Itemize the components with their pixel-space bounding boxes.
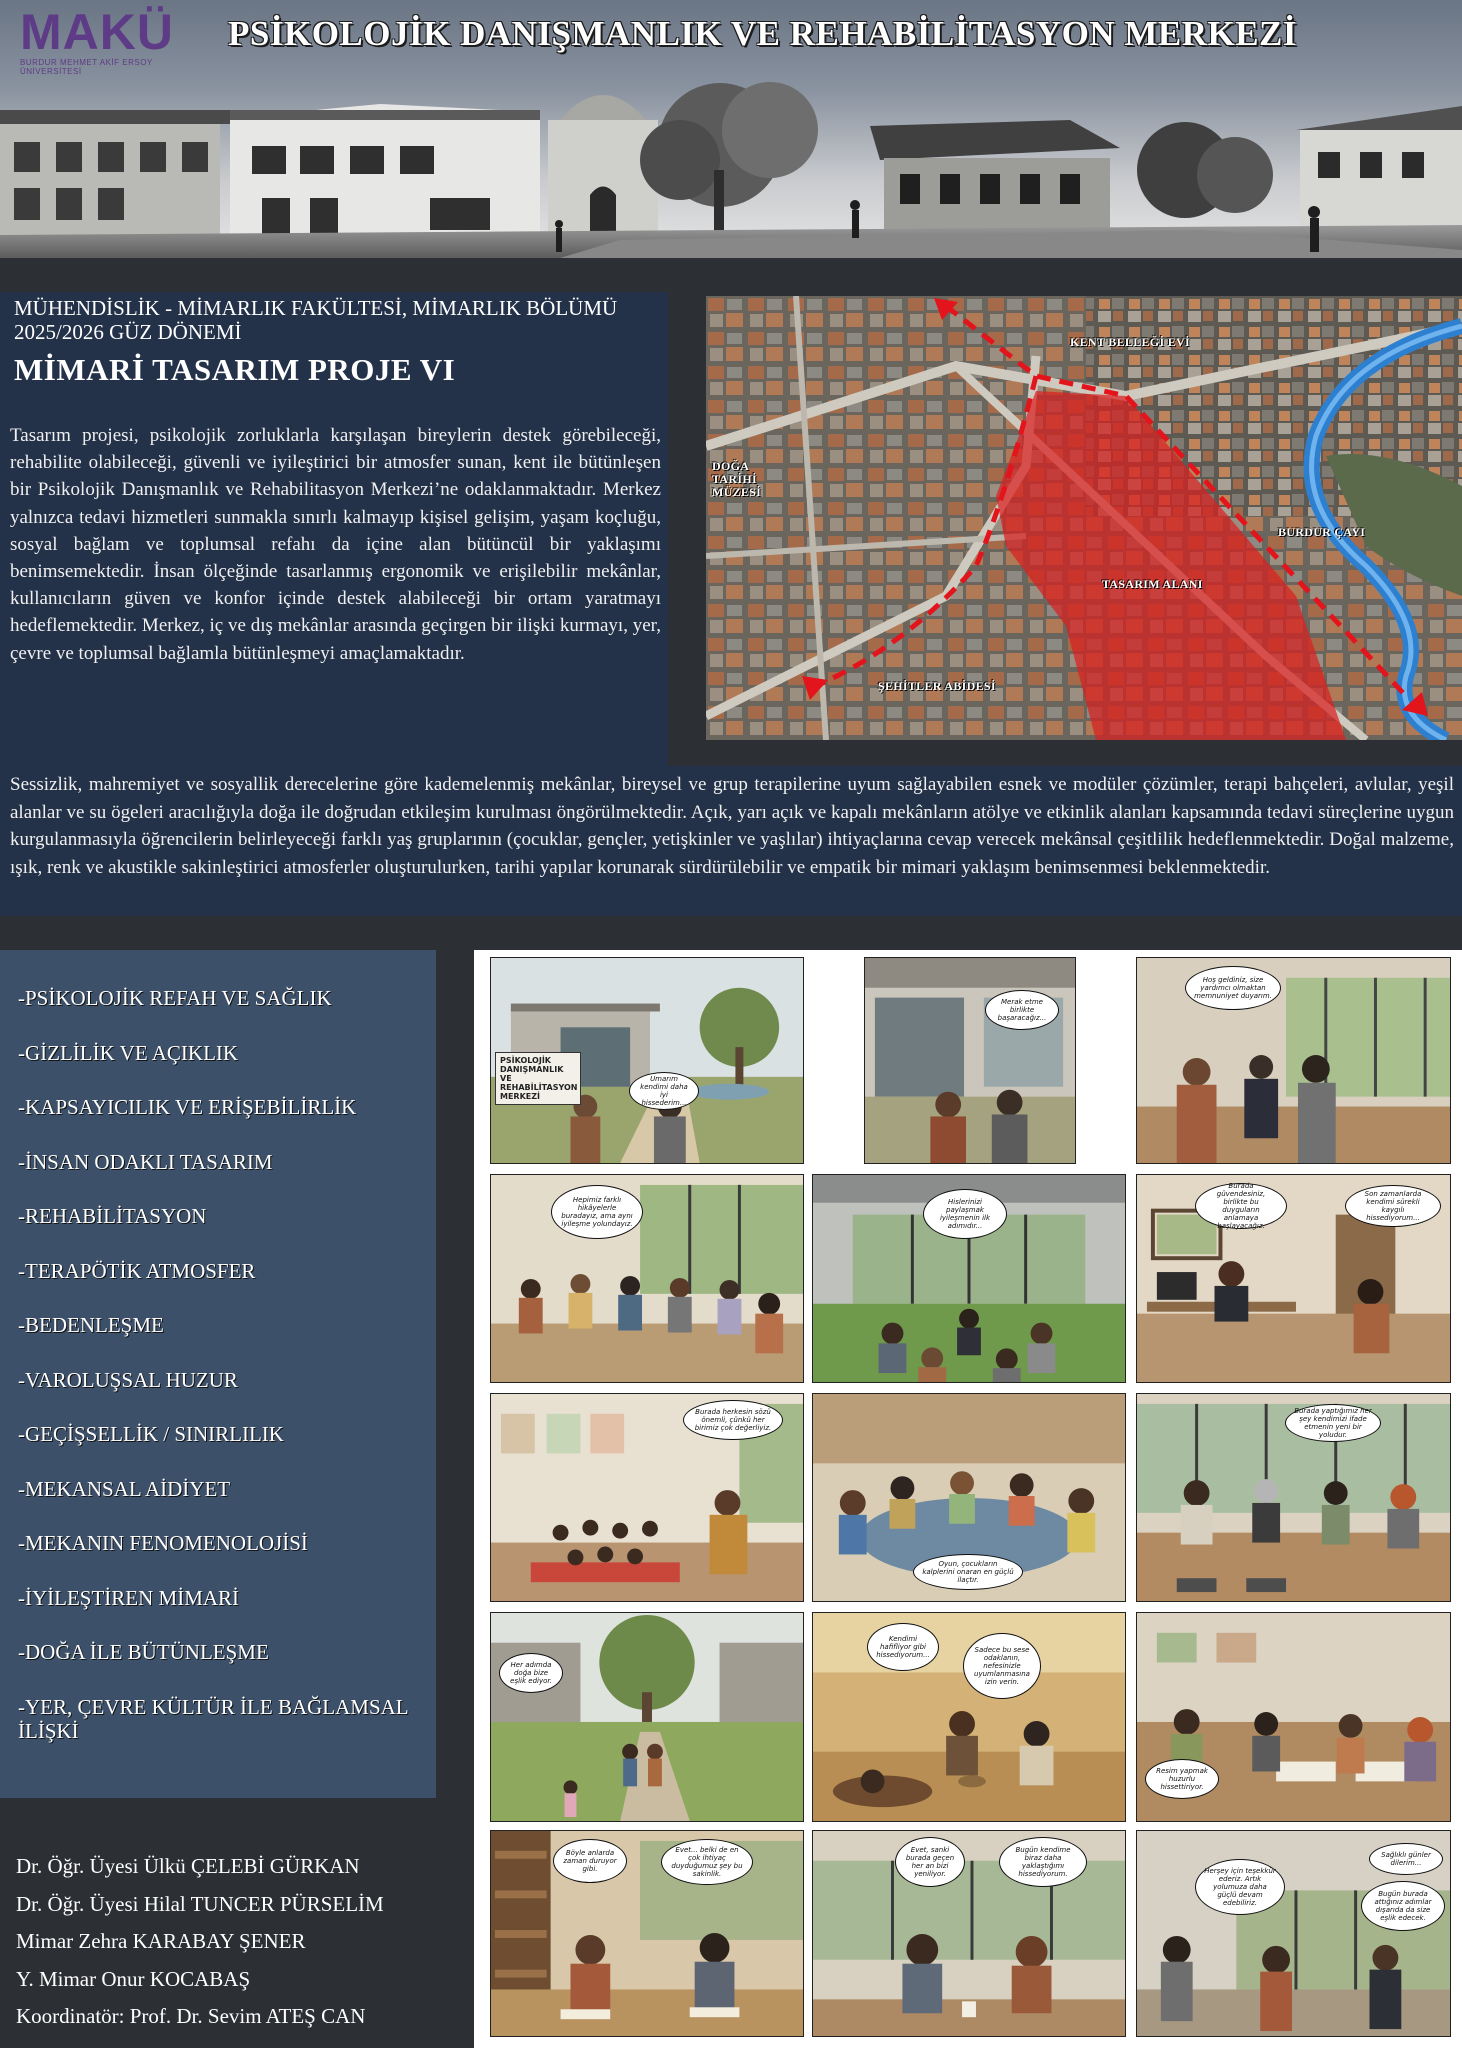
project-info-panel (0, 292, 668, 767)
logo-wordmark: MAKÜ (20, 4, 174, 60)
keyword-item: -İNSAN ODAKLI TASARIM (18, 1149, 273, 1174)
keyword-item: -TERAPÖTİK ATMOSFER (18, 1258, 256, 1283)
comic-panel-sound-bath (812, 1612, 1126, 1822)
credit-line: Y. Mimar Onur KOCABAŞ (16, 1966, 251, 1991)
university-logo (20, 4, 210, 76)
header-banner (0, 0, 1462, 258)
credits (16, 1848, 466, 2036)
keywords-panel (0, 950, 436, 1798)
speech-bubble: Hepimiz farklı hikâyelerle buradayız, ama aynı iyileşme yolundayız. (551, 1185, 643, 1239)
speech-bubble: Sağlıklı günler dilerim... (1369, 1843, 1443, 1875)
comic-panel-courtyard-circle (812, 1174, 1126, 1383)
comic-panel-cafe (812, 1830, 1126, 2037)
speech-bubble: Oyun, çocukların kalplerini onaran en güçlü ilaçtır. (913, 1554, 1023, 1590)
map-label-tasarim-alani: TASARIM ALANI (1102, 577, 1203, 591)
comic-panel-play-therapy (812, 1393, 1126, 1602)
design-brief: Sessizlik, mahremiyet ve sosyallik derecelerine göre kademelenmiş mekânlar, bireysel ve grup terapilerine uyum sağlayabilen esnek ve modüler çözümler, terapi bahçeleri, avlular, yeşil alanlar ve su ögeleri aracılığıyla doğa ile doğrudan etkileşim kurulması öngörülmektedir. Açık, yarı açık ve kapalı mekânların atölye ve etkinlik alanları kapsamında tedavi süreçlerine uygun kurgulanmasıyla öğrencilerin belirleyeceği farklı yaş gruplarının (çocuklar, gençler, yetişkinler ve yaşlılar) ihtiyaçlarına cevap verecek mekânsal çeşitlilik hedeflenmektedir. Doğal malzeme, ışık, renk ve akustikle sakinleştirici atmosferler oluşturulurken, tarihi yapılar korunarak sürdürülebilir ve empatik bir mimari yaklaşım benimsenmesi beklenmektedir. (10, 774, 1454, 878)
speech-bubble: Bugün burada attığınız adımlar dışarıda da size eşlik edecek. (1361, 1881, 1445, 1931)
map-label-kent-bellegi: KENT BELLEĞİ EVİ (1070, 335, 1190, 349)
comic-panel-entrance (864, 957, 1076, 1164)
comic-panel-children-class (490, 1393, 804, 1602)
comic-panel-painting (1136, 1612, 1451, 1822)
comic-panel-library (490, 1830, 804, 2037)
speech-bubble: Evet... belki de en çok ihtiyaç duyduğumuz şey bu sakinlik. (661, 1839, 753, 1885)
speech-bubble: Burada yaptığımız her şey kendimizi ifade etmenin yeni bir yoludur. (1285, 1404, 1381, 1442)
project-title: MİMARİ TASARIM PROJE VI (14, 352, 456, 387)
keyword-item: -PSİKOLOJİK REFAH VE SAĞLIK (18, 986, 332, 1010)
map-label-burdur-cayi: BURDUR ÇAYI (1278, 525, 1366, 539)
speech-bubble: Resim yapmak huzurlu hissettiriyor. (1145, 1759, 1219, 1799)
speech-bubble: Son zamanlarda kendimi sürekli kaygılı hissediyorum... (1345, 1185, 1441, 1227)
keyword-item: -GEÇİŞSELLİK / SINIRLILIK (18, 1422, 284, 1446)
center-sign: PSİKOLOJİK DANIŞMANLIK VE REHABİLİTASYON MERKEZİ (495, 1052, 581, 1105)
keyword-item: -REHABİLİTASYON (18, 1204, 207, 1228)
comic-panel-group-therapy (490, 1174, 804, 1383)
speech-bubble: Burada güvendesiniz, birlikte bu duyguların anlamaya başlayacağız. (1195, 1183, 1287, 1229)
comic-panel-farewell (1136, 1830, 1451, 2037)
speech-bubble: Sadece bu sese odaklanın, nefesinizle uyumlanmasına izin verin. (963, 1633, 1041, 1699)
keyword-item: -DOĞA İLE BÜTÜNLEŞME (18, 1640, 269, 1664)
comic-panel-art-workshop (1136, 1393, 1451, 1602)
speech-bubble: Hislerinizi paylaşmak iyileşmenin ilk adımıdır... (923, 1189, 1007, 1239)
credit-line: Dr. Öğr. Üyesi Ülkü ÇELEBİ GÜRKAN (16, 1854, 360, 1878)
credit-line: Dr. Öğr. Üyesi Hilal TUNCER PÜRSELİM (16, 1891, 384, 1916)
course-heading: MÜHENDİSLİK - MİMARLIK FAKÜLTESİ, MİMARLIK BÖLÜMÜ 2025/2026 GÜZ DÖNEMİ (14, 296, 618, 344)
speech-bubble: Evet, sanki burada geçen her an bizi yeniliyor. (895, 1837, 965, 1887)
speech-bubble: Merak etme birlikte başaracağız... (985, 990, 1059, 1030)
keyword-item: -BEDENLEŞME (18, 1313, 164, 1337)
speech-bubble: Umarım kendimi daha iyi hissederim... (629, 1072, 699, 1110)
keyword-item: -İYİLEŞTİREN MİMARİ (18, 1585, 240, 1610)
page-title: PSİKOLOJİK DANIŞMANLIK VE REHABİLİTASYON MERKEZİ (228, 14, 1298, 53)
logo-subtitle: BURDUR MEHMET AKİF ERSOY ÜNİVERSİTESİ (20, 58, 153, 76)
speech-bubble: Herşey için teşekkür ederiz. Artık yolumuza daha güçlü devam edebiliriz. (1195, 1859, 1285, 1915)
keyword-item: -KAPSAYICILIK VE ERİŞEBİLİRLİK (18, 1095, 357, 1119)
keyword-list (18, 986, 428, 1761)
street-photo-collage (0, 50, 1462, 258)
comic-panel-garden-walk (490, 1612, 804, 1822)
credit-line: Koordinatör: Prof. Dr. Sevim ATEŞ CAN (16, 2004, 366, 2028)
comic-panel-reception (1136, 957, 1451, 1164)
site-map (706, 296, 1462, 740)
keyword-item: -YER, ÇEVRE KÜLTÜR İLE BAĞLAMSAL İLİŞKİ (18, 1694, 408, 1743)
map-label-doga-muzesi: DOĞA TARİHİ MÜZESİ (712, 459, 762, 499)
speech-bubble: Hoş geldiniz, size yardımcı olmaktan memnuniyet duyarım. (1185, 966, 1281, 1010)
keyword-item: -GİZLİLİK VE AÇIKLIK (18, 1040, 239, 1065)
keyword-item: -VAROLUŞSAL HUZUR (18, 1367, 238, 1392)
speech-bubble: Kendimi hafifliyor gibi hissediyorum... (867, 1623, 939, 1671)
speech-bubble: Her adımda doğa bize eşlik ediyor. (499, 1653, 563, 1693)
speech-bubble: Böyle anlarda zaman duruyor gibi. (553, 1839, 627, 1883)
keyword-item: -MEKANSAL AİDİYET (18, 1476, 231, 1501)
comic-panel-arrival (490, 957, 804, 1164)
keyword-item: -MEKANIN FENOMENOLOJİSİ (18, 1531, 308, 1555)
speech-bubble: Bugün kendime biraz daha yaklaştığımı hissediyorum. (999, 1837, 1087, 1887)
map-label-sehitler: ŞEHİTLER ABİDESİ (878, 679, 996, 693)
speech-bubble: Burada herkesin sözü önemli, çünkü her birimiz çok değerliyiz. (683, 1400, 783, 1440)
site-map-aerial (706, 296, 1462, 740)
credit-line: Mimar Zehra KARABAY ŞENER (16, 1929, 306, 1953)
project-description: Tasarım projesi, psikolojik zorluklarla karşılaşan bireylerin destek görebileceği, rehabilite olabileceği, güvenli ve iyileştirici bir atmosfer sunan, kent ile bütünleşen bir Psikolojik Danışmanlık ve Rehabilitasyon Merkezi’ne odaklanmaktadır. Merkez yalnızca tedavi hizmetleri sunmakla sınırlı kalmayıp kişisel gelişim, yaşam koçluğu, sosyal bağlam ve toplumsal refahı da içine alan bütüncül bir yaklaşımı benimsemektedir. İnsan ölçeğinde tasarlanmış ergonomik ve erişilebilir mekânlar, kullanıcıların güven ve konfor içinde destek alabileceği bir ortam yaratmayı hedeflemektedir. Merkez, iç ve dış mekânlar arasında geçirgen bir ilişki kurmayı, yer, çevre ve toplumsal bağlamla bütünleşmeyi amaçlamaktadır. (10, 425, 661, 664)
comic-panel-individual-session (1136, 1174, 1451, 1383)
